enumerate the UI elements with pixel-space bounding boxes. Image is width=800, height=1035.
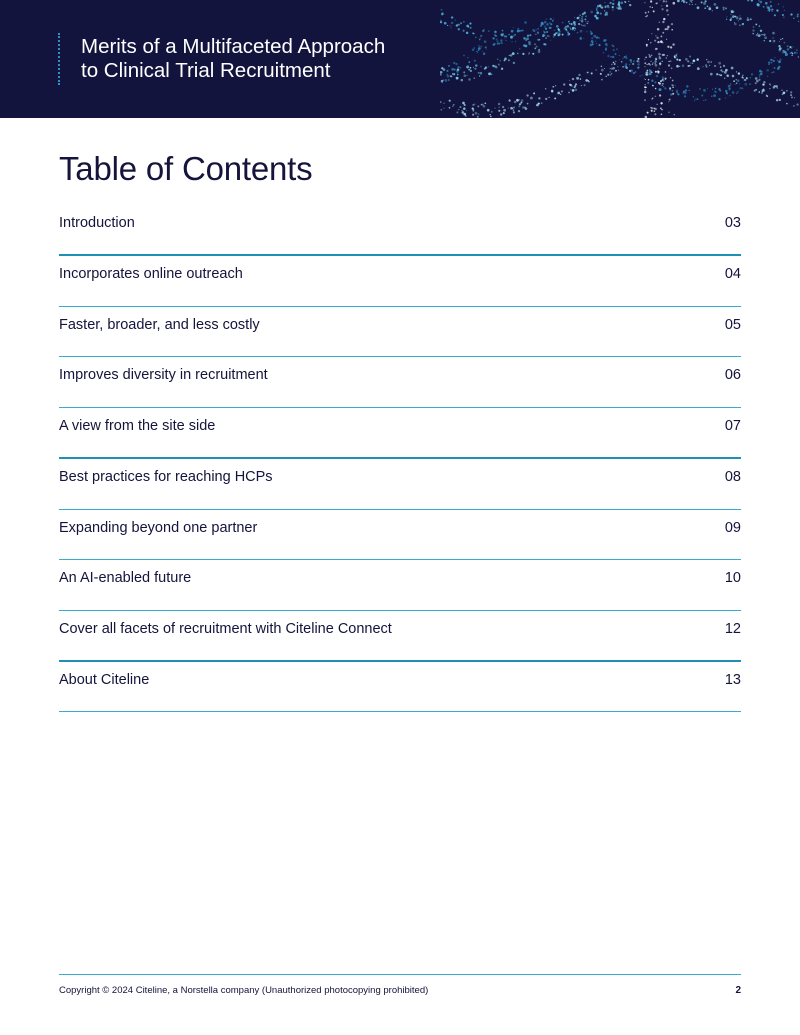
toc-entry-label: Expanding beyond one partner (59, 519, 258, 536)
toc-entry-online-outreach[interactable] (59, 256, 741, 307)
document-title-line-2: to Clinical Trial Recruitment (81, 59, 331, 82)
toc-entry-label: Cover all facets of recruitment with Citeline Connect (59, 620, 392, 637)
toc-list (59, 205, 741, 712)
toc-entry-label: About Citeline (59, 671, 150, 688)
toc-entry-citeline-connect[interactable] (59, 611, 741, 662)
toc-entry-label: Introduction (59, 215, 135, 231)
header-banner (0, 0, 800, 118)
toc-entry-about-citeline[interactable] (59, 662, 741, 713)
toc-entry-label: Incorporates online outreach (59, 266, 243, 283)
toc-entry-page: 05 (724, 316, 741, 333)
toc-entry-page: 12 (724, 620, 741, 637)
footer-copyright: Copyright © 2024 Citeline, a Norstella company (Unauthorized photocopying prohibited) (59, 985, 429, 996)
toc-entry-page: 13 (724, 671, 741, 688)
toc-entry-introduction[interactable] (59, 205, 741, 256)
toc-entry-page: 06 (724, 367, 741, 384)
toc-entry-expanding[interactable] (59, 510, 741, 561)
toc-entry-page: 04 (724, 266, 741, 283)
footer-divider (59, 974, 741, 975)
toc-entry-page: 07 (724, 417, 741, 434)
toc-entry-label: Best practices for reaching HCPs (59, 468, 273, 485)
toc-entry-best-practices[interactable] (59, 459, 741, 510)
header-dotted-rule (58, 33, 60, 85)
toc-entry-label: Improves diversity in recruitment (59, 367, 268, 384)
toc-entry-diversity[interactable] (59, 357, 741, 408)
document-title (81, 35, 501, 83)
toc-entry-site-side[interactable] (59, 408, 741, 459)
toc-heading: Table of Contents (59, 150, 313, 187)
toc-entry-label: Faster, broader, and less costly (59, 316, 260, 333)
toc-entry-ai-future[interactable] (59, 560, 741, 611)
toc-entry-page: 03 (724, 215, 741, 231)
toc-entry-page: 10 (724, 570, 741, 587)
toc-entry-label: An AI-enabled future (59, 570, 192, 587)
toc-entry-page: 09 (724, 519, 741, 536)
toc-entry-faster-broader[interactable] (59, 307, 741, 358)
footer-page-number: 2 (735, 985, 741, 996)
document-title-line-1: Merits of a Multifaceted Approach (81, 35, 386, 58)
toc-entry-label: A view from the site side (59, 417, 216, 434)
toc-entry-page: 08 (724, 468, 741, 485)
